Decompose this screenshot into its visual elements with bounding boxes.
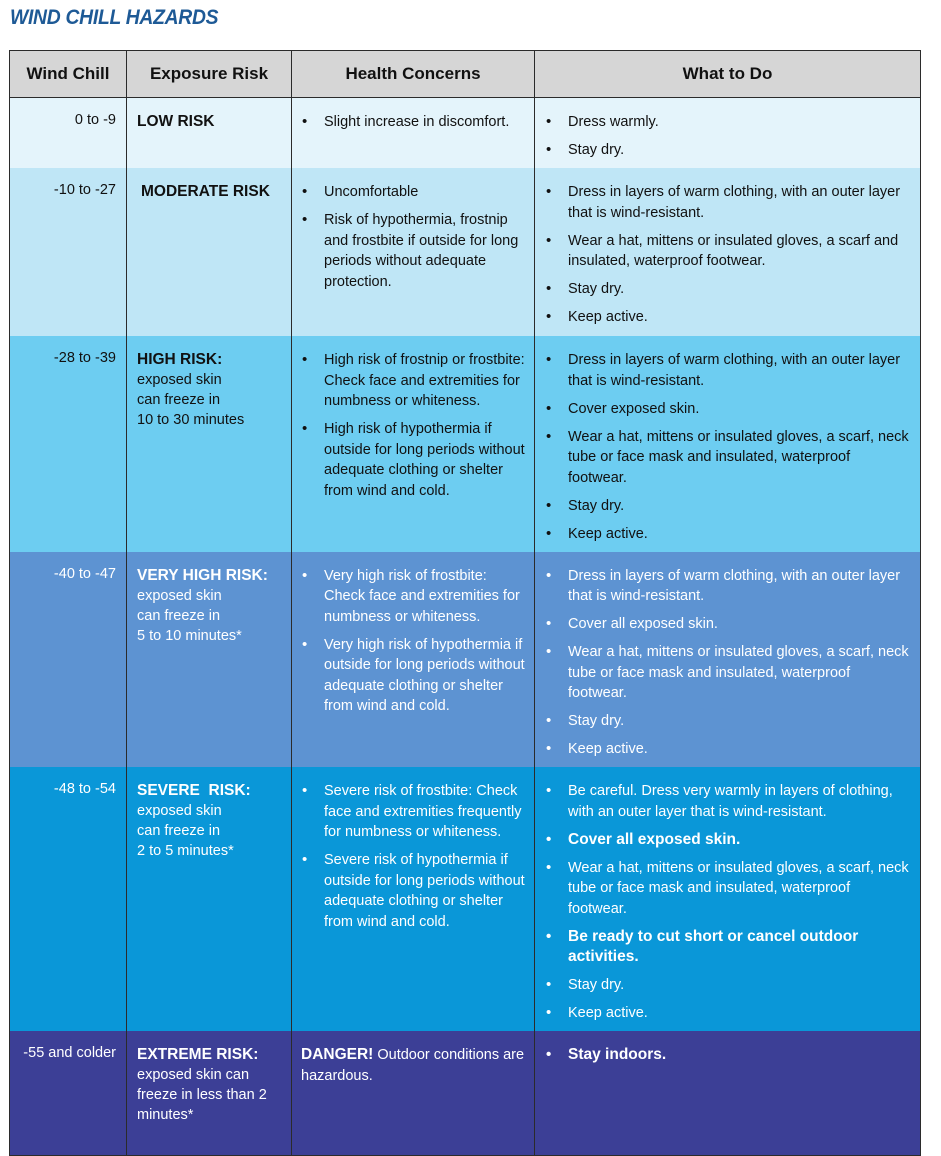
table-row-low-risk bbox=[10, 98, 921, 169]
table-row-high-risk bbox=[10, 336, 921, 552]
todo-item: • Stay dry. bbox=[568, 711, 912, 732]
risk-detail-line: exposed skin can bbox=[137, 1067, 250, 1083]
health-concerns-cell bbox=[292, 168, 535, 336]
exposure-risk-cell bbox=[127, 336, 292, 552]
exposure-risk-cell bbox=[127, 767, 292, 1031]
header-wind-chill: Wind Chill bbox=[10, 51, 127, 98]
health-item: • Slight increase in discomfort. bbox=[324, 112, 526, 133]
risk-level: EXTREME RISK: bbox=[137, 1046, 259, 1063]
wind-chill-cell bbox=[10, 168, 127, 336]
table-header-row bbox=[10, 51, 921, 98]
exposure-risk-cell bbox=[127, 552, 292, 768]
table-row-moderate-risk bbox=[10, 168, 921, 336]
todo-item: • Keep active. bbox=[568, 739, 912, 760]
health-item: • High risk of hypothermia if outside for long periods without adequate clothing or shelter from wind and cold. bbox=[324, 419, 526, 501]
wind-chill-value: -55 and colder bbox=[23, 1045, 116, 1061]
what-to-do-cell bbox=[535, 1031, 921, 1156]
todo-item: • Wear a hat, mittens or insulated gloves, a scarf, neck tube or face mask and insulated, waterproof footwear. bbox=[568, 642, 912, 704]
todo-item: • Stay dry. bbox=[568, 140, 912, 161]
todo-item: • Wear a hat, mittens or insulated gloves, a scarf, neck tube or face mask and insulated, waterproof footwear. bbox=[568, 858, 912, 920]
health-concerns-cell bbox=[292, 552, 535, 768]
todo-item: • Dress in layers of warm clothing, with an outer layer that is wind-resistant. bbox=[568, 566, 912, 607]
wind-chill-cell bbox=[10, 1031, 127, 1156]
todo-item: • Dress warmly. bbox=[568, 112, 912, 133]
risk-detail-line: can freeze in bbox=[137, 607, 221, 624]
health-item: • Severe risk of hypothermia if outside for long periods without adequate clothing or shelter from wind and cold. bbox=[324, 850, 526, 932]
risk-detail-line: can freeze in bbox=[137, 823, 221, 839]
health-concerns-cell bbox=[292, 1031, 535, 1156]
what-to-do-cell bbox=[535, 98, 921, 169]
todo-item: • Be careful. Dress very warmly in layers of clothing, with an outer layer that is wind-resistant. bbox=[568, 781, 912, 822]
todo-item: • Stay dry. bbox=[568, 496, 912, 517]
risk-detail-line: exposed skin bbox=[137, 803, 222, 819]
risk-detail-line: exposed skin bbox=[137, 587, 222, 604]
health-item: • Very high risk of frostbite: Check face and extremities for numbness or whiteness. bbox=[324, 566, 526, 628]
what-to-do-cell bbox=[535, 767, 921, 1031]
risk-detail-line: 2 to 5 minutes* bbox=[137, 843, 234, 859]
danger-label: DANGER! bbox=[301, 1046, 374, 1063]
risk-level: VERY HIGH RISK: bbox=[137, 566, 268, 584]
wind-chill-value: -28 to -39 bbox=[53, 350, 116, 366]
todo-item: • Stay dry. bbox=[568, 279, 912, 300]
wind-chill-cell bbox=[10, 552, 127, 768]
todo-item: • Wear a hat, mittens or insulated gloves, a scarf and insulated, waterproof footwear. bbox=[568, 231, 912, 272]
risk-detail-line: freeze in less than 2 bbox=[137, 1087, 267, 1103]
header-health-concerns: Health Concerns bbox=[292, 51, 535, 98]
wind-chill-value: 0 to -9 bbox=[74, 112, 116, 128]
todo-item: • Keep active. bbox=[568, 1003, 912, 1024]
health-concerns-cell bbox=[292, 336, 535, 552]
wind-chill-table bbox=[9, 50, 921, 1156]
risk-level: HIGH RISK: bbox=[137, 351, 223, 368]
todo-item: • Cover exposed skin. bbox=[568, 399, 912, 420]
risk-detail-line: exposed skin bbox=[137, 372, 222, 388]
table-row-extreme-risk bbox=[10, 1031, 921, 1156]
header-exposure-risk: Exposure Risk bbox=[127, 51, 292, 98]
health-item: • Very high risk of hypothermia if outside for long periods without adequate clothing or shelter from wind and cold. bbox=[324, 635, 526, 717]
health-item: • Uncomfortable bbox=[324, 182, 526, 203]
todo-item: • Wear a hat, mittens or insulated gloves, a scarf, neck tube or face mask and insulated, waterproof footwear. bbox=[568, 427, 912, 489]
danger-text: Outdoor conditions are hazardous. bbox=[301, 1047, 525, 1084]
wind-chill-value: -48 to -54 bbox=[53, 781, 116, 797]
wind-chill-cell bbox=[10, 767, 127, 1031]
health-item: • Severe risk of frostbite: Check face and extremities frequently for numbness or whiteness. bbox=[324, 781, 526, 843]
exposure-risk-cell bbox=[127, 1031, 292, 1156]
risk-detail-line: can freeze in bbox=[137, 392, 221, 408]
danger-note bbox=[292, 1031, 534, 1086]
risk-detail-line: minutes* bbox=[137, 1107, 194, 1123]
risk-detail-line: 5 to 10 minutes* bbox=[137, 627, 242, 644]
what-to-do-cell bbox=[535, 336, 921, 552]
health-concerns-cell bbox=[292, 98, 535, 169]
todo-item: • Dress in layers of warm clothing, with an outer layer that is wind-resistant. bbox=[568, 182, 912, 223]
wind-chill-value: -40 to -47 bbox=[53, 565, 116, 582]
what-to-do-cell bbox=[535, 168, 921, 336]
risk-level: LOW RISK bbox=[137, 113, 215, 130]
todo-item: • Cover all exposed skin. bbox=[568, 614, 912, 635]
page-title: WIND CHILL HAZARDS bbox=[10, 6, 219, 29]
todo-item: • Dress in layers of warm clothing, with an outer layer that is wind-resistant. bbox=[568, 350, 912, 391]
exposure-risk-cell bbox=[127, 98, 292, 169]
health-item: • Risk of hypothermia, frostnip and frostbite if outside for long periods without adequate protection. bbox=[324, 210, 526, 292]
todo-item: • Keep active. bbox=[568, 307, 912, 328]
todo-item-emphasis: • Cover all exposed skin. bbox=[568, 830, 912, 851]
todo-item: • Keep active. bbox=[568, 524, 912, 545]
todo-item: • Stay dry. bbox=[568, 975, 912, 996]
risk-level: MODERATE RISK bbox=[141, 183, 270, 200]
health-item: • High risk of frostnip or frostbite: Check face and extremities for numbness or whiteness. bbox=[324, 350, 526, 412]
todo-item-emphasis: • Stay indoors. bbox=[568, 1045, 912, 1066]
table-row-very-high-risk bbox=[10, 552, 921, 768]
wind-chill-cell bbox=[10, 336, 127, 552]
health-concerns-cell bbox=[292, 767, 535, 1031]
wind-chill-value: -10 to -27 bbox=[53, 182, 116, 198]
risk-detail-line: 10 to 30 minutes bbox=[137, 412, 245, 428]
exposure-risk-cell bbox=[127, 168, 292, 336]
todo-item-emphasis: • Be ready to cut short or cancel outdoor activities. bbox=[568, 927, 912, 968]
risk-level: SEVERE RISK: bbox=[137, 782, 251, 799]
wind-chill-cell bbox=[10, 98, 127, 169]
table-row-severe-risk bbox=[10, 767, 921, 1031]
header-what-to-do: What to Do bbox=[535, 51, 921, 98]
what-to-do-cell bbox=[535, 552, 921, 768]
